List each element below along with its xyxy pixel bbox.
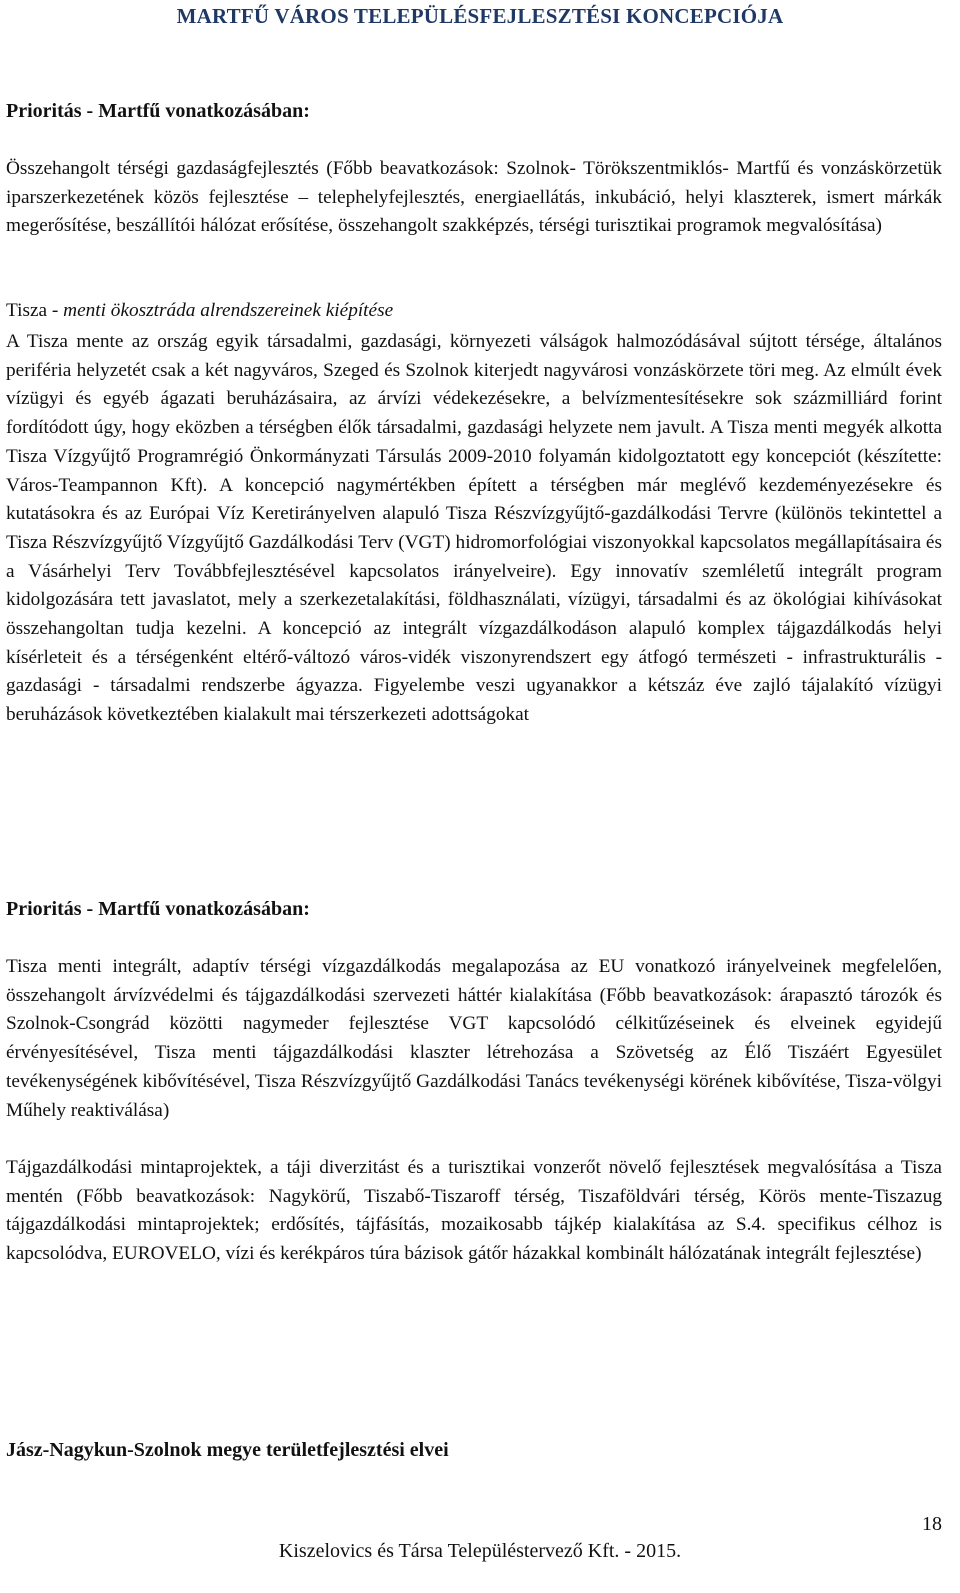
priority-heading-1: Prioritás - Martfű vonatkozásában:: [6, 100, 310, 122]
priority-1-paragraph: Összehangolt térségi gazdaságfejlesztés (Főbb beavatkozások: Szolnok- Törökszentmiklós- Martfű és vonzáskörzetük iparszerkezetének közös fejlesztése – telephelyfejlesztés, energiaellátás, inkubáció, helyi klaszterek, ismert márkák megerősítése, beszállítói hálózat erősítése, összehangolt szakképzés, térségi turisztikai programok megvalósítása): [6, 158, 942, 237]
footer-company: Kiszelovics és Társa Településtervező Kft. - 2015.: [278, 1540, 682, 1562]
page-number: 18: [922, 1513, 942, 1535]
tisza-title-italic: menti ökosztráda alrendszereinek kiépítése: [63, 300, 394, 321]
priority-heading-2: Prioritás - Martfű vonatkozásában:: [6, 898, 310, 920]
county-heading: Jász-Nagykun-Szolnok megye területfejlesztési elvei: [6, 1439, 449, 1461]
page-header-title: MARTFŰ VÁROS TELEPÜLÉSFEJLESZTÉSI KONCEPCIÓJA: [176, 4, 784, 28]
tisza-title-prefix: Tisza -: [6, 300, 64, 321]
tisza-section-title: [6, 297, 942, 326]
priority-3-paragraph: Tájgazdálkodási mintaprojektek, a táji diverzitást és a turisztikai vonzerőt növelő fejlesztések megvalósítása a Tisza mentén (Főbb beavatkozások: Nagykörű, Tiszabő-Tiszaroff térség, Tiszaföldvári térség, Körös mente-Tiszazug tájgazdálkodási mintaprojektek; erdősítés, tájfásítás, mozaikosabb tájkép kialakítása az S.4. specifikus célhoz is kapcsolódva, EUROVELO, vízi és kerékpáros túra bázisok gátőr házakkal kombinált hálózatának integrált fejlesztése): [6, 1157, 942, 1265]
tisza-paragraph: A Tisza mente az ország egyik társadalmi, gazdasági, környezeti válságok halmozódásával sújtott térsége, általános periféria helyzetét csak a két nagyváros, Szeged és Szolnok kiterjedt nagyvárosi vonzáskörzete töri meg. Az elmúlt évek vízügyi és egyéb ágazati beruházásaira, az árvízi védekezésekre, a belvízmentesítésekre sok százmilliárd forint fordítódott úgy, hogy eközben a térségben élők társadalmi, gazdasági helyzete nem javult. A Tisza menti megyék alkotta Tisza Vízgyűjtő Programrégió Önkormányzati Társulás 2009-2010 folyamán kidolgoztatott egy koncepciót (készítette: Város-Teampannon Kft). A koncepció nagymértékben épített a térségben már meglévő kezdeményezésekre és kutatásokra és az Európai Víz Keretirányelven alapuló Tisza Részvízgyűjtő-gazdálkodási Tervre (különös tekintettel a Tisza Részvízgyűjtő Vízgyűjtő Gazdálkodási Terv (VGT) hidromorfológiai viszonyokkal kapcsolatos megállapításaira és a Vásárhelyi Terv Továbbfejlesztésével kapcsolatos irányelveire). Egy innovatív szemléletű integrált program kidolgozására tett javaslatot, mely a szerkezetalakítási, földhasználati, vízügyi, társadalmi és az ökológiai kihívásokat összehangoltan tudja kezelni. A koncepció az integrált vízgazdálkodáson alapuló komplex tájgazdálkodás helyi kísérleteit és a térségenként eltérő-változó város-vidék viszonyrendszert egy átfogó természeti - infrastrukturális - gazdasági - társadalmi rendszerbe ágyazza. Figyelembe veszi ugyanakkor a kétszáz éve zajló tájalakító vízügyi beruházások következtében kialakult mai térszerkezeti adottságokat: [6, 331, 942, 726]
priority-2-paragraph: Tisza menti integrált, adaptív térségi vízgazdálkodás megalapozása az EU vonatkozó irányelveinek megfelelően, összehangolt árvízvédelmi és tájgazdálkodási szervezeti háttér kialakítása (Főbb beavatkozások: árapasztó tározók és Szolnok-Csongrád közötti nagymeder fejlesztése VGT kapcsolódó célkitűzéseinek és elveinek egyidejű érvényesítésével, Tisza menti tájgazdálkodási klaszter létrehozása a Szövetség az Élő Tiszáért Egyesület tevékenységének kibővítésével, Tisza Részvízgyűjtő Gazdálkodási Tanács tevékenységi körének kibővítése, Tisza-völgyi Műhely reaktiválása): [6, 956, 942, 1121]
